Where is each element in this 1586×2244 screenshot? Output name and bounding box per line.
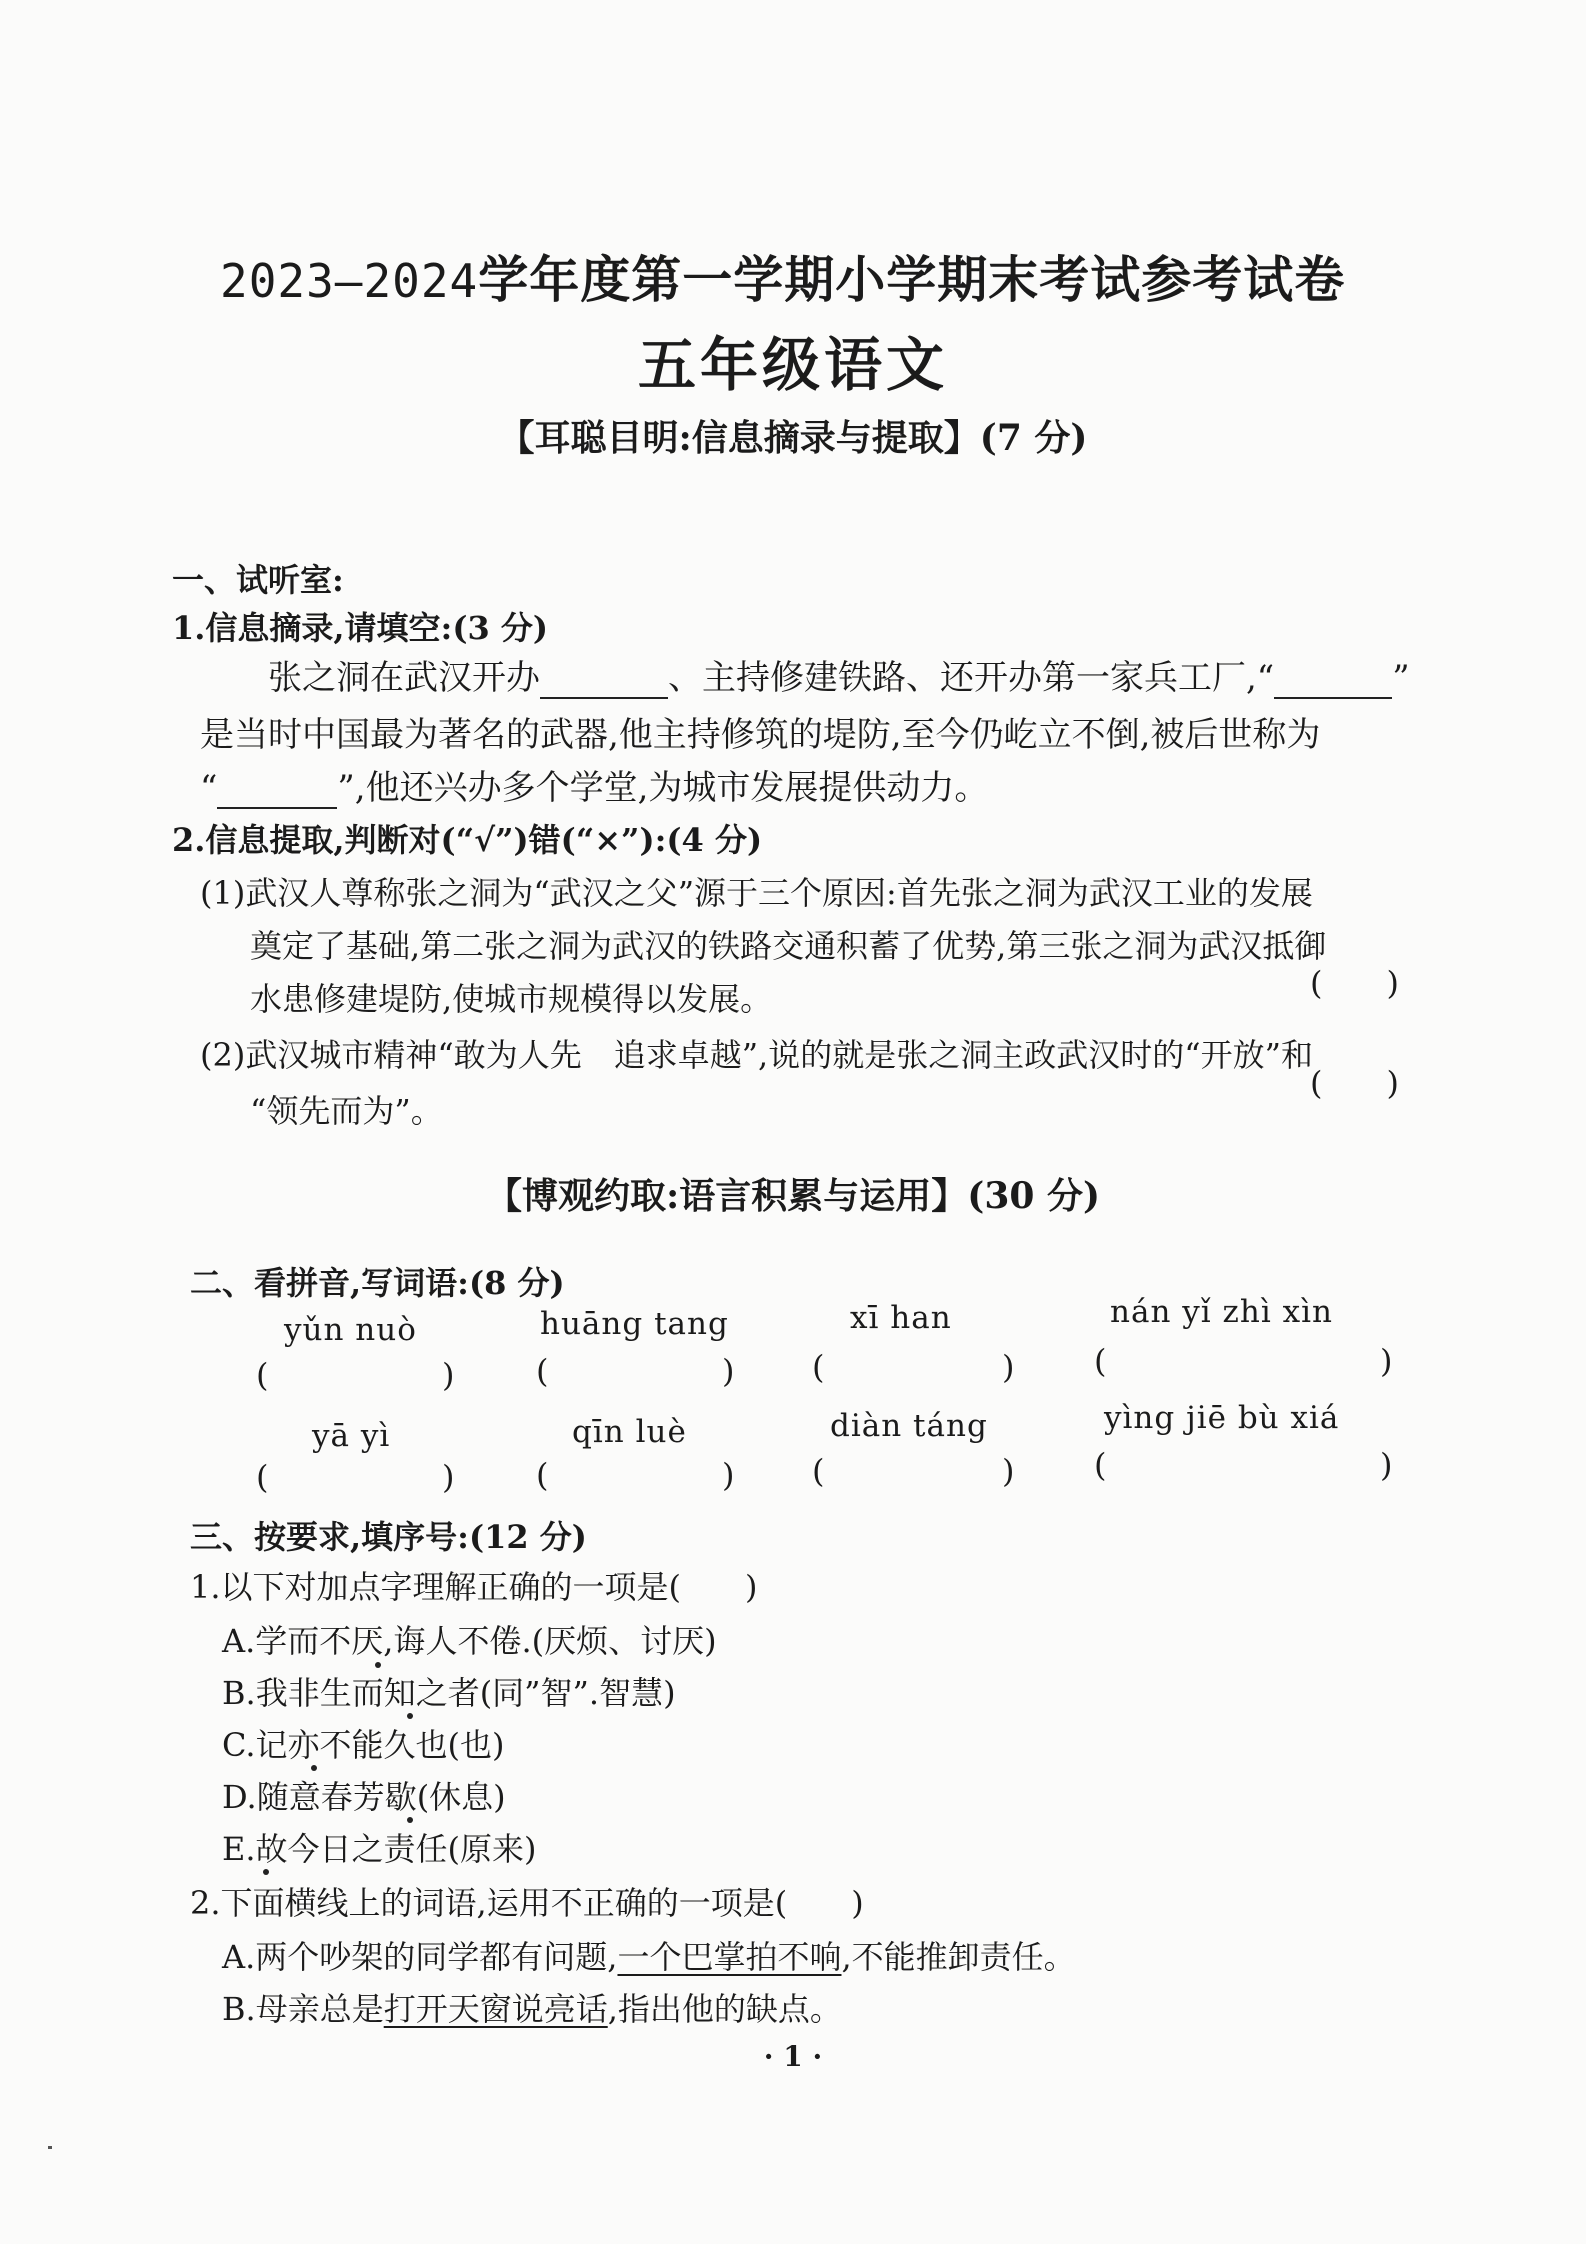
q2-option-b-underlined: 打开天窗说亮话 — [383, 1990, 608, 2028]
part1-q2-1-line1: (1)武汉人尊称张之洞为“武汉之父”源于三个原因:首先张之洞为武汉工业的发展 — [200, 874, 1313, 912]
part3-q1: 1.以下对加点字理解正确的一项是( ) — [190, 1568, 758, 1606]
emphasis-dot — [407, 1817, 413, 1823]
part1-q1-line1 — [268, 650, 1410, 699]
part3-heading: 三、按要求,填序号:(12 分) — [190, 1518, 587, 1556]
option-b[interactable]: B.我非生而知之者(同”智”.智慧) — [222, 1674, 676, 1712]
q1-line1-text-b: 、主持修建铁路、还开办第一家兵工厂,“ — [668, 658, 1275, 698]
pinyin-answer-close: ) — [1002, 1452, 1015, 1490]
part1-q2-title: 2.信息提取,判断对(“√”)错(“×”):(4 分) — [172, 821, 763, 859]
option-c[interactable]: C.记亦不能久也(也) — [222, 1726, 505, 1764]
part1-q1-line3 — [200, 760, 988, 809]
pinyin-answer-open: ( — [812, 1452, 825, 1490]
answer-paren-2[interactable]: ( ) — [1310, 1064, 1399, 1102]
page-number: · 1 · — [763, 2040, 823, 2073]
q2-option-a-suffix: ,不能推卸责任。 — [841, 1938, 1076, 1976]
fill-blank-3[interactable] — [217, 779, 337, 809]
option-a[interactable]: A.学而不厌,诲人不倦.(厌烦、讨厌) — [222, 1622, 717, 1660]
pinyin-label: diàn táng — [830, 1408, 988, 1444]
title-year: 2023—2024 — [220, 254, 479, 308]
title-text: 学年度第一学期小学期末考试参考试卷 — [478, 250, 1346, 309]
fill-blank-1[interactable] — [540, 669, 668, 699]
part1-q2-1-line2: 奠定了基础,第二张之洞为武汉的铁路交通积蓄了优势,第三张之洞为武汉抵御 — [250, 927, 1327, 965]
section-heading-listening: 【耳聪目明:信息摘录与提取】(7 分) — [498, 417, 1088, 459]
option-e[interactable]: E.故今日之责任(原来) — [222, 1830, 537, 1868]
pinyin-answer-open: ( — [1094, 1342, 1107, 1380]
pinyin-answer-close: ) — [1002, 1348, 1015, 1386]
fill-blank-2[interactable] — [1274, 669, 1392, 699]
q1-line1-text-a: 张之洞在武汉开办 — [268, 658, 540, 698]
q2-option-a-prefix: A.两个吵架的同学都有问题, — [222, 1938, 618, 1976]
part1-q1-line2: 是当时中国最为著名的武器,他主持修筑的堤防,至今仍屹立不倒,被后世称为 — [200, 715, 1321, 755]
pinyin-label: nán yǐ zhì xìn — [1110, 1294, 1333, 1330]
part1-q2-2-line2: “领先而为”。 — [250, 1092, 443, 1130]
pinyin-label: yìng jiē bù xiá — [1104, 1400, 1340, 1436]
option-d[interactable]: D.随意春芳歇(休息) — [222, 1778, 506, 1816]
emphasis-dot — [407, 1713, 413, 1719]
pinyin-answer-open: ( — [536, 1456, 549, 1494]
q2-option-b[interactable] — [222, 1984, 842, 2030]
pinyin-answer-open: ( — [256, 1458, 269, 1496]
emphasis-dot — [263, 1869, 269, 1875]
pinyin-answer-close: ) — [1380, 1342, 1393, 1380]
pinyin-answer-open: ( — [536, 1352, 549, 1390]
pinyin-label: huāng tang — [540, 1306, 729, 1342]
q1-line1-text-c: ” — [1392, 658, 1410, 698]
pinyin-answer-close: ) — [442, 1458, 455, 1496]
q2-option-b-prefix: B.母亲总是 — [222, 1990, 384, 2028]
part3-q2: 2.下面横线上的词语,运用不正确的一项是( ) — [190, 1884, 864, 1922]
part1-q2-2-line1: (2)武汉城市精神“敢为人先 追求卓越”,说的就是张之洞主政武汉时的“开放”和 — [200, 1036, 1313, 1074]
q2-option-b-suffix: ,指出他的缺点。 — [607, 1990, 842, 2028]
pinyin-label: xī han — [850, 1300, 952, 1336]
pinyin-answer-close: ) — [722, 1352, 735, 1390]
exam-subtitle: 五年级语文 — [637, 331, 948, 399]
q2-option-a[interactable] — [222, 1932, 1076, 1978]
scan-speck — [48, 2146, 52, 2149]
part1-q2-1-line3: 水患修建堤防,使城市规模得以发展。 — [250, 980, 773, 1018]
pinyin-answer-close: ) — [722, 1456, 735, 1494]
exam-title — [220, 240, 1345, 312]
section-heading-language: 【博观约取:语言积累与运用】(30 分) — [486, 1175, 1100, 1217]
pinyin-label: yā yì — [312, 1418, 391, 1454]
q1-line3-text-b: ”,他还兴办多个学堂,为城市发展提供动力。 — [337, 768, 989, 808]
answer-paren-1[interactable]: ( ) — [1310, 964, 1399, 1002]
q2-option-a-underlined: 一个巴掌拍不响 — [617, 1938, 842, 1976]
pinyin-answer-open: ( — [1094, 1446, 1107, 1484]
part1-q1-title: 1.信息摘录,请填空:(3 分) — [172, 609, 549, 647]
pinyin-answer-close: ) — [1380, 1446, 1393, 1484]
part1-heading: 一、试听室: — [172, 561, 344, 599]
q1-line3-text-a: “ — [200, 768, 218, 808]
part2-heading: 二、看拼音,写词语:(8 分) — [190, 1264, 565, 1302]
pinyin-label: qīn luè — [572, 1414, 687, 1450]
pinyin-answer-close: ) — [442, 1356, 455, 1394]
pinyin-answer-open: ( — [812, 1348, 825, 1386]
pinyin-label: yǔn nuò — [284, 1312, 417, 1348]
pinyin-answer-open: ( — [256, 1356, 269, 1394]
emphasis-dot — [311, 1765, 317, 1771]
